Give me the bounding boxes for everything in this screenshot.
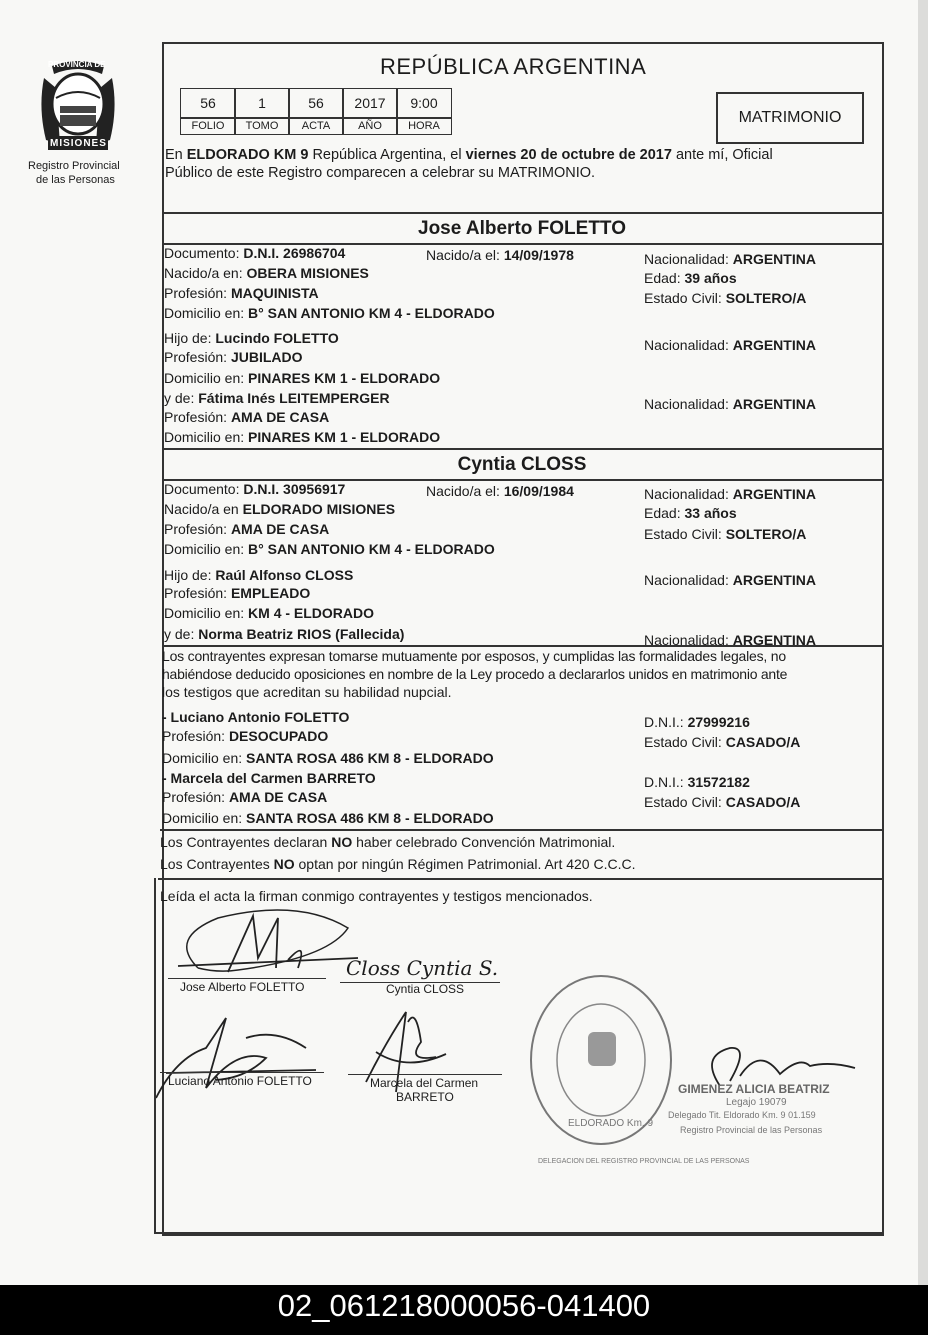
spouse1-father-prof: Profesión: JUBILADO <box>164 349 303 365</box>
hora-value: 9:00 <box>396 88 452 118</box>
logo-bottom-text: MISIONES <box>50 138 107 149</box>
spouse1-born: Nacido/a el: 14/09/1978 <box>426 247 574 263</box>
closing-text: Leída el acta la firman conmigo contrayentes y testigos mencionados. <box>160 888 593 904</box>
spouse2-father-dom: Domicilio en: KM 4 - ELDORADO <box>164 605 375 621</box>
spouse2-father-nat: Nacionalidad: ARGENTINA <box>644 572 816 588</box>
spouse1-birthplace: Nacido/a en: OBERA MISIONES <box>164 265 369 281</box>
witness1-name: - Luciano Antonio FOLETTO <box>162 709 350 725</box>
spouse2-name: Cyntia CLOSS <box>457 454 587 475</box>
witness2-civil: Estado Civil: CASADO/A <box>644 794 801 810</box>
spouse2-age: Edad: 33 años <box>644 505 737 521</box>
intro-line2: Público de este Registro comparecen a celebrar su MATRIMONIO. <box>165 165 596 181</box>
spouse1-name: Jose Alberto FOLETTO <box>418 218 626 239</box>
spouse2-mother: y de: Norma Beatriz RIOS (Fallecida) <box>164 626 405 642</box>
official-name: GIMENEZ ALICIA BEATRIZ <box>678 1082 830 1096</box>
signature-label-spouse1: Jose Alberto FOLETTO <box>180 980 305 994</box>
page-edge <box>918 0 928 1285</box>
witness1-prof: Profesión: DESOCUPADO <box>162 728 329 744</box>
spouse1-doc: Documento: D.N.I. 26986704 <box>164 245 346 261</box>
official-title: Delegado Tit. Eldorado Km. 9 01.159 <box>668 1110 816 1120</box>
witness1-civil: Estado Civil: CASADO/A <box>644 734 801 750</box>
regime-line2: Los Contrayentes NO optan por ningún Régimen Patrimonial. Art 420 C.C.C. <box>160 856 636 872</box>
hora-label: HORA <box>396 118 452 135</box>
official-registry: Registro Provincial de las Personas <box>680 1125 823 1135</box>
spouse2-nat: Nacionalidad: ARGENTINA <box>644 486 816 502</box>
declaration-line1: Los contrayentes expresan tomarse mutuamente por esposos, y cumplidas las formalidades legales, no <box>162 648 786 664</box>
signature-label-witness2b: BARRETO <box>396 1090 454 1104</box>
spouse2-born: Nacido/a el: 16/09/1984 <box>426 483 574 499</box>
witness1-dom: Domicilio en: SANTA ROSA 486 KM 8 - ELDORADO <box>162 750 494 766</box>
witness2-dni: D.N.I.: 31572182 <box>644 774 750 790</box>
witness2-dom: Domicilio en: SANTA ROSA 486 KM 8 - ELDORADO <box>162 810 494 826</box>
record-type-box: MATRIMONIO <box>716 92 864 144</box>
spouse1-civil: Estado Civil: SOLTERO/A <box>644 290 807 306</box>
tomo-label: TOMO <box>234 118 290 135</box>
spouse1-mother-nat: Nacionalidad: ARGENTINA <box>644 396 816 412</box>
witness2-prof: Profesión: AMA DE CASA <box>162 789 328 805</box>
document-code: 02_061218000056-041400 <box>277 1288 651 1323</box>
registry-line2: de las Personas <box>36 174 115 186</box>
acta-value: 56 <box>288 88 344 118</box>
declaration-line3: los testigos que acreditan su habilidad nupcial. <box>162 684 452 700</box>
signature-label-witness2a: Marcela del Carmen <box>370 1076 479 1090</box>
stamp-outer-text: DELEGACION DEL REGISTRO PROVINCIAL DE LAS PERSONAS <box>538 1158 750 1165</box>
spouse2-mother-nat: Nacionalidad: ARGENTINA <box>644 632 816 648</box>
stamp-inner-text: ELDORADO Km. 9 <box>568 1118 654 1129</box>
spouse1-mother: y de: Fátima Inés LEITEMPERGER <box>164 390 390 406</box>
signature-spouse2-hand: Closs Cyntia S. <box>346 956 499 980</box>
spouse2-father-prof: Profesión: EMPLEADO <box>164 585 311 601</box>
spouse2-doc: Documento: D.N.I. 30956917 <box>164 481 346 497</box>
signature-label-witness1: Luciano Antonio FOLETTO <box>168 1074 312 1088</box>
spouse2-prof: Profesión: AMA DE CASA <box>164 521 330 537</box>
acta-label: ACTA <box>288 118 344 135</box>
declaration-line2: habiéndose deducido oposiciones en nombre de la Ley procedo a declararlos unidos en matrimonio ante <box>162 666 788 682</box>
intro-line1: En ELDORADO KM 9 República Argentina, el viernes 20 de octubre de 2017 ante mí, Oficial <box>165 147 773 163</box>
folio-value: 56 <box>180 88 236 118</box>
spouse1-age: Edad: 39 años <box>644 270 737 286</box>
spouse2-dom: Domicilio en: B° SAN ANTONIO KM 4 - ELDORADO <box>164 541 495 557</box>
spouse1-father-dom: Domicilio en: PINARES KM 1 - ELDORADO <box>164 370 441 386</box>
signature-witness1-icon <box>146 1008 326 1108</box>
registry-line1: Registro Provincial <box>28 160 120 172</box>
spouse1-father: Hijo de: Lucindo FOLETTO <box>164 330 339 346</box>
spouse1-mother-dom: Domicilio en: PINARES KM 1 - ELDORADO <box>164 429 441 445</box>
spouse2-birthplace: Nacido/a en ELDORADO MISIONES <box>164 501 396 517</box>
signature-spouse1-icon <box>158 898 368 978</box>
regime-line1: Los Contrayentes declaran NO haber celebrado Convención Matrimonial. <box>160 834 616 850</box>
spouse1-mother-prof: Profesión: AMA DE CASA <box>164 409 330 425</box>
witness2-name: - Marcela del Carmen BARRETO <box>162 770 376 786</box>
page-title: REPÚBLICA ARGENTINA <box>380 54 647 79</box>
spouse1-prof: Profesión: MAQUINISTA <box>164 285 319 301</box>
spouse1-nat: Nacionalidad: ARGENTINA <box>644 251 816 267</box>
tomo-value: 1 <box>234 88 290 118</box>
witness1-dni: D.N.I.: 27999216 <box>644 714 750 730</box>
spouse1-dom: Domicilio en: B° SAN ANTONIO KM 4 - ELDORADO <box>164 305 495 321</box>
anio-label: AÑO <box>342 118 398 135</box>
logo-top-text: PROVINCIA DE <box>48 60 106 69</box>
spouse2-father: Hijo de: Raúl Alfonso CLOSS <box>164 567 354 583</box>
signature-label-spouse2: Cyntia CLOSS <box>386 982 465 996</box>
official-legajo: Legajo 19079 <box>726 1097 787 1108</box>
spouse1-father-nat: Nacionalidad: ARGENTINA <box>644 337 816 353</box>
anio-value: 2017 <box>342 88 398 118</box>
folio-label: FOLIO <box>180 118 236 135</box>
spouse2-civil: Estado Civil: SOLTERO/A <box>644 526 807 542</box>
